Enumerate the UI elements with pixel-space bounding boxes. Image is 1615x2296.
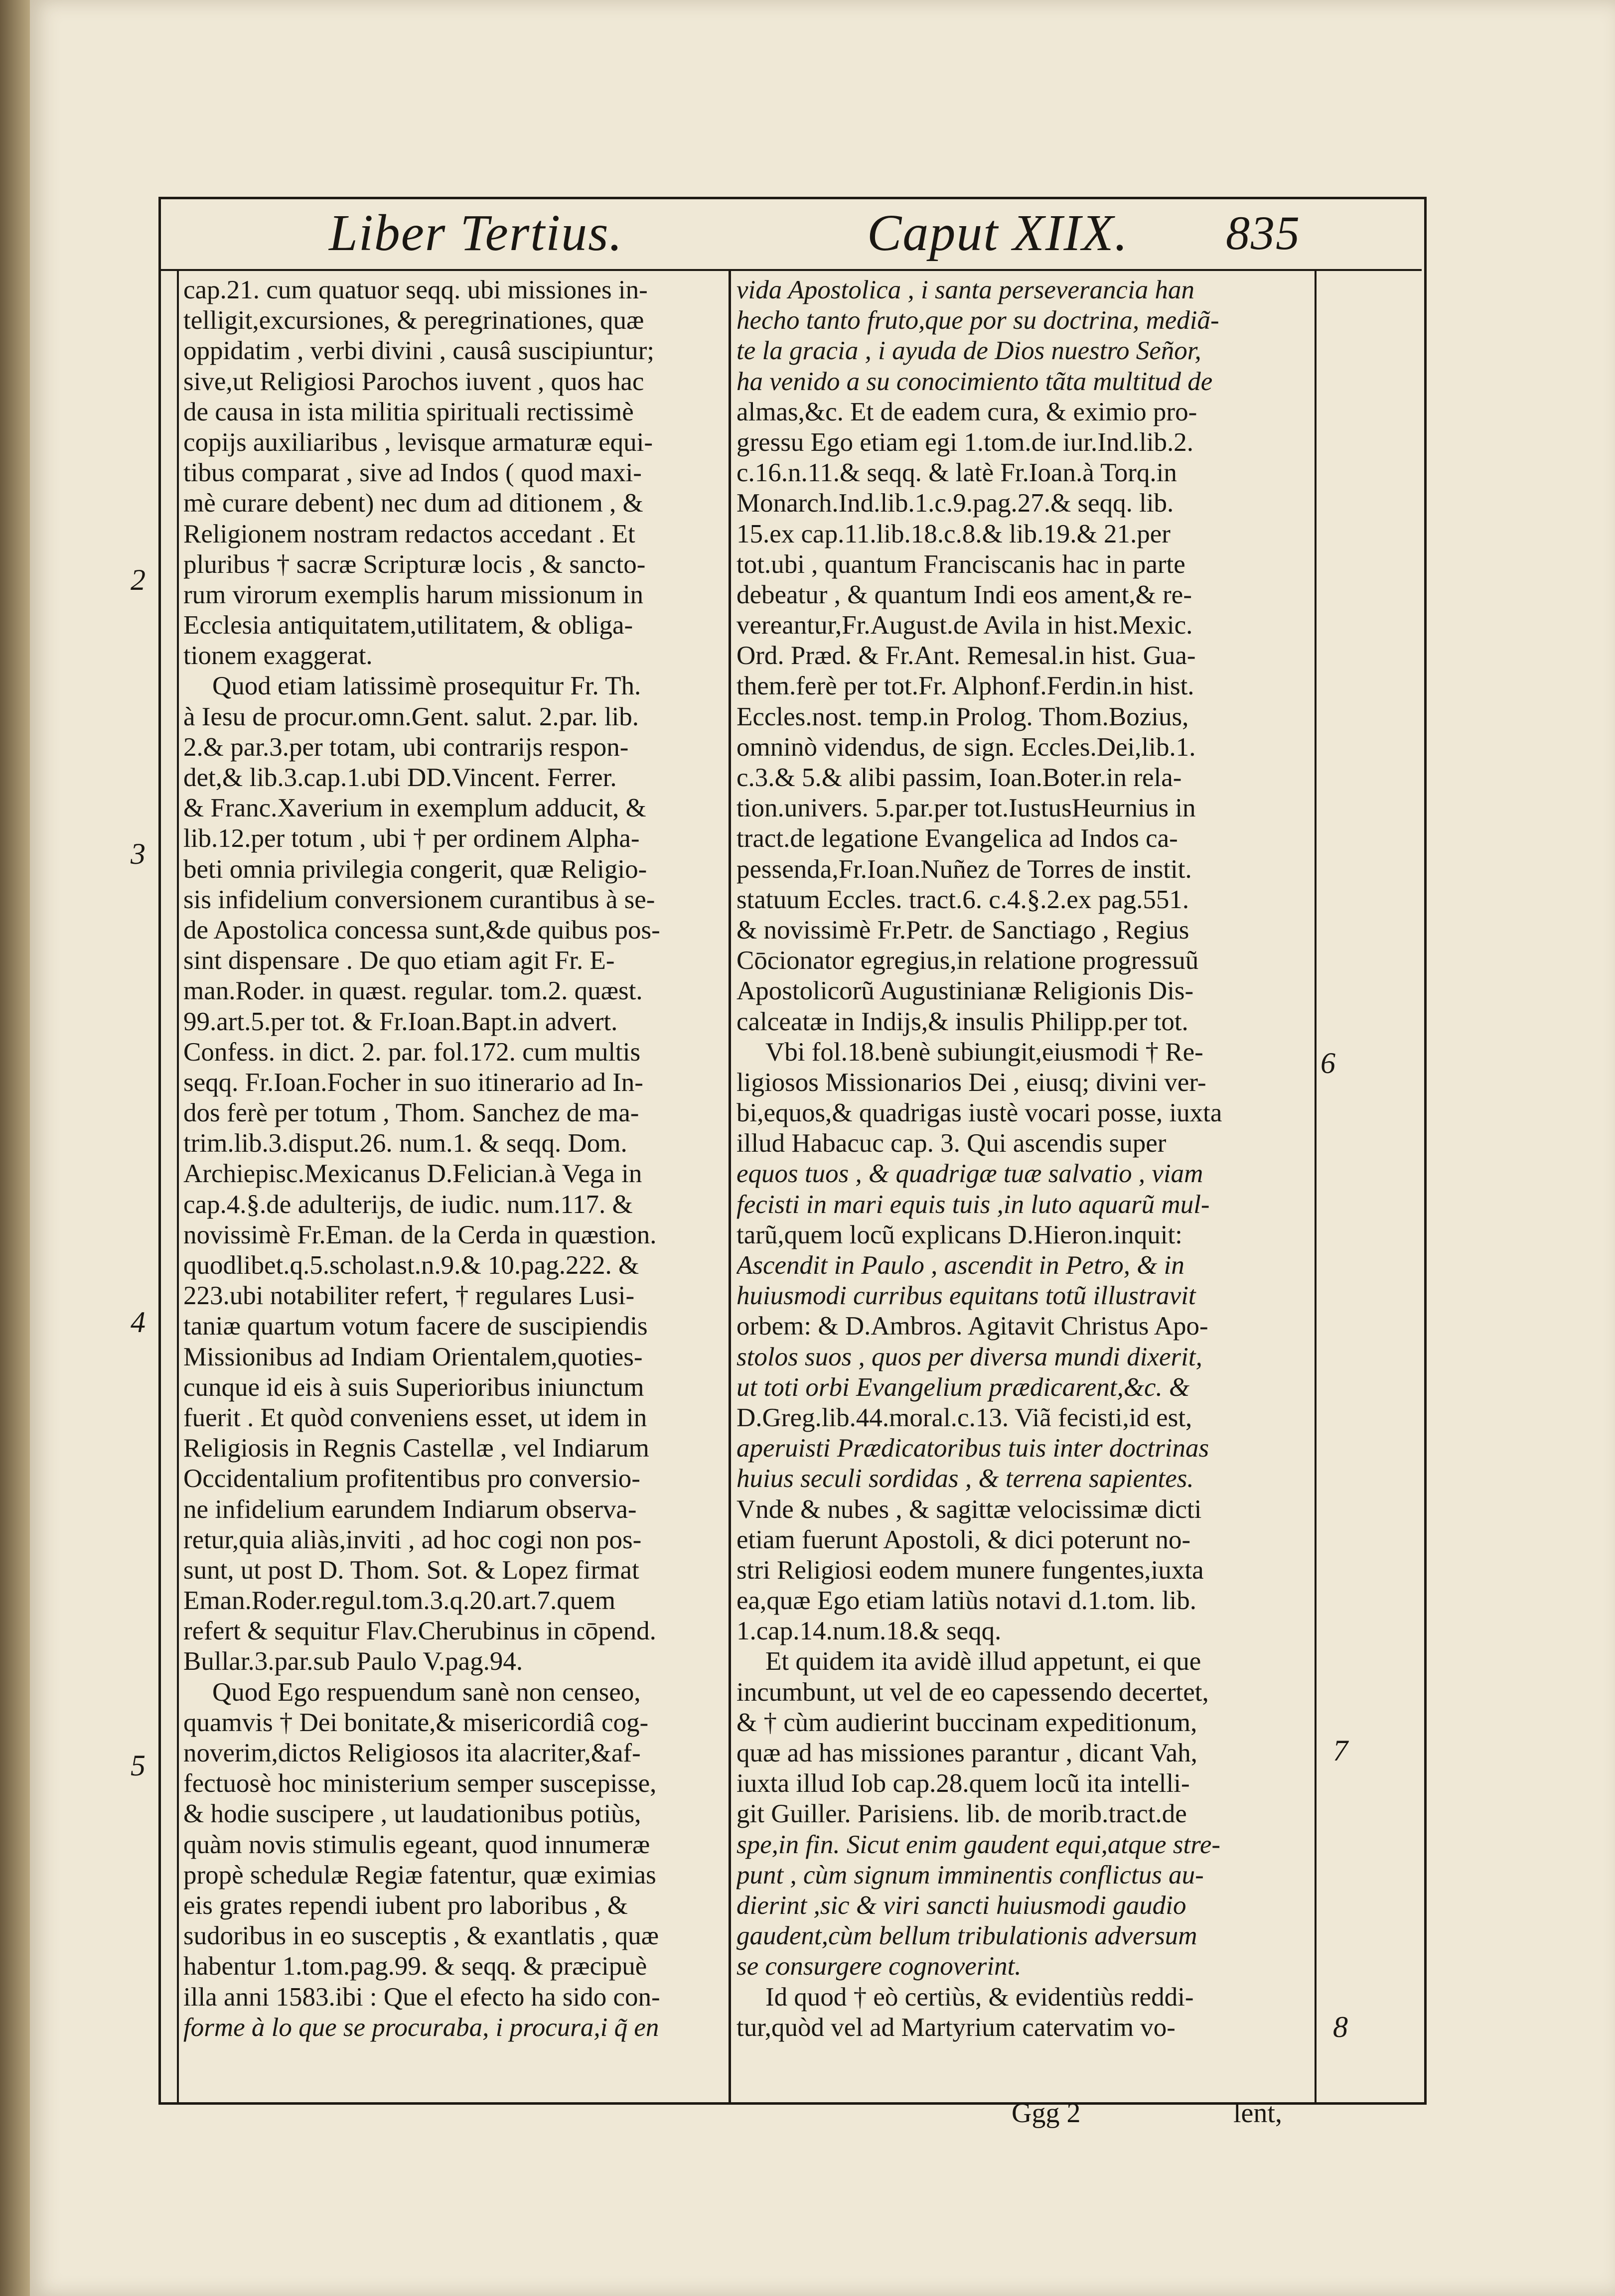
text-line: tionem exaggerat.: [183, 641, 373, 671]
text-line: de causa in ista militia spirituali rectissimè: [183, 397, 634, 426]
text-line: dierint ,sic & viri sancti huiusmodi gaudio: [736, 1891, 1186, 1920]
text-line: huius seculi sordidas , & terrena sapientes.: [736, 1464, 1194, 1493]
text-line: almas,&c. Et de eadem cura, & eximio pro-: [736, 397, 1197, 426]
text-line: Quod Ego respuendum sanè non censeo,: [212, 1677, 641, 1707]
text-line: de Apostolica concessa sunt,&de quibus pos-: [183, 915, 660, 945]
text-line: eis grates rependi iubent pro laboribus , &: [183, 1891, 628, 1920]
text-line: c.3.& 5.& alibi passim, Ioan.Boter.in rela-: [736, 763, 1182, 792]
margin-number: 2: [131, 563, 146, 596]
text-line: fuerit . Et quòd conveniens esset, ut idem in: [183, 1403, 647, 1432]
text-line: trim.lib.3.disput.26. num.1. & seqq. Dom.: [183, 1129, 627, 1158]
text-line: telligit,excursiones, & peregrinationes, quæ: [183, 306, 644, 335]
binding-gutter: [0, 0, 30, 2296]
text-line: taniæ quartum votum facere de suscipiendis: [183, 1312, 648, 1341]
text-line: git Guiller. Parisiens. lib. de morib.tract.de: [736, 1799, 1187, 1829]
column-divider: [729, 269, 731, 2102]
text-line: noverim,dictos Religiosos ita alacriter,&af-: [183, 1739, 641, 1767]
text-line: quamvis † Dei bonitate,& misericordiâ cog-: [183, 1708, 649, 1737]
text-line: spe,in fin. Sicut enim gaudent equi,atque stre-: [736, 1830, 1221, 1859]
text-line: illud Habacuc cap. 3. Qui ascendis super: [736, 1129, 1167, 1158]
text-line: them.ferè per tot.Fr. Alphonf.Ferdin.in hist.: [736, 672, 1194, 701]
running-head-book: Liber Tertius.: [329, 204, 623, 262]
text-line: iuxta illud Iob cap.28.quem locũ ita intelli-: [736, 1769, 1190, 1798]
text-line: quodlibet.q.5.scholast.n.9.& 10.pag.222. &: [183, 1251, 639, 1280]
text-line: Bullar.3.par.sub Paulo V.pag.94.: [183, 1647, 523, 1676]
text-line: & novissimè Fr.Petr. de Sanctiago , Regius: [736, 915, 1189, 945]
text-line: tur,quòd vel ad Martyrium catervatim vo-: [736, 2013, 1175, 2042]
text-line: 1.cap.14.num.18.& seqq.: [736, 1617, 1002, 1646]
page-number: 835: [1226, 206, 1301, 260]
text-line: debeatur , & quantum Indi eos ament,& re-: [736, 580, 1192, 609]
text-line: aperuisti Prædicatoribus tuis inter doctrinas: [736, 1434, 1209, 1463]
text-line: Missionibus ad Indiam Orientalem,quoties-: [183, 1342, 643, 1371]
text-line: D.Greg.lib.44.moral.c.13. Viã fecisti,id est,: [736, 1403, 1192, 1432]
text-line: man.Roder. in quæst. regular. tom.2. quæst.: [183, 976, 643, 1006]
text-line: retur,quia aliàs,inviti , ad hoc cogi non pos-: [183, 1525, 642, 1554]
text-line: fectuosè hoc ministerium semper suscepisse,: [183, 1769, 657, 1798]
text-line: calceatæ in Indijs,& insulis Philipp.per tot.: [736, 1007, 1188, 1036]
text-line: statuum Eccles. tract.6. c.4.§.2.ex pag.551.: [736, 885, 1189, 914]
text-line: 15.ex cap.11.lib.18.c.8.& lib.19.& 21.per: [736, 519, 1171, 548]
text-line: Ecclesia antiquitatem,utilitatem, & obliga-: [183, 611, 633, 640]
text-line: 99.art.5.per tot. & Fr.Ioan.Bapt.in advert.: [183, 1007, 618, 1036]
text-line: Religionem nostram redactos accedant . Et: [183, 519, 635, 548]
text-line: cunque id eis à suis Superioribus iniunctum: [183, 1372, 644, 1402]
text-line: equos tuos , & quadrigæ tuæ salvatio , viam: [736, 1159, 1203, 1189]
text-line: mè curare debent) nec dum ad ditionem , &: [183, 489, 643, 518]
text-line: stolos suos , quos per diversa mundi dixerit,: [736, 1342, 1202, 1371]
text-line: tion.univers. 5.par.per tot.IustusHeurnius in: [736, 794, 1196, 823]
catchword: lent,: [1233, 2098, 1282, 2129]
text-line: à Iesu de procur.omn.Gent. salut. 2.par. lib.: [183, 702, 639, 731]
text-line: Confess. in dict. 2. par. fol.172. cum multis: [183, 1037, 641, 1067]
text-line: Archiepisc.Mexicanus D.Felician.à Vega in: [183, 1159, 642, 1189]
text-line: cap.21. cum quatuor seqq. ubi missiones in-: [183, 275, 648, 304]
text-line: fecisti in mari equis tuis ,in luto aquarũ mul-: [736, 1190, 1210, 1219]
text-line: sive,ut Religiosi Parochos iuvent , quos hac: [183, 367, 644, 396]
margin-number: 3: [131, 837, 146, 870]
text-line: Religiosis in Regnis Castellæ , vel Indiarum: [183, 1434, 649, 1463]
text-line: quæ ad has missiones parantur , dicant Vah,: [736, 1739, 1197, 1767]
margin-number: 7: [1333, 1734, 1348, 1767]
text-line: tibus comparat , sive ad Indos ( quod maxi-: [183, 458, 642, 488]
text-line: pluribus † sacræ Scripturæ locis , & sancto-: [183, 549, 646, 579]
text-line: & † cùm audierint buccinam expeditionum,: [736, 1708, 1197, 1737]
text-line: sint dispensare . De quo etiam agit Fr. E-: [183, 946, 615, 975]
text-line: ut toti orbi Evangelium prædicarent,&c. &: [736, 1372, 1190, 1402]
text-line: habentur 1.tom.pag.99. & seqq. & præcipuè: [183, 1952, 647, 1981]
text-line: quàm novis stimulis egeant, quod innumeræ: [183, 1830, 650, 1859]
text-line: propè schedulæ Regiæ fatentur, quæ eximias: [183, 1860, 656, 1890]
text-line: Apostolicorũ Augustinianæ Religionis Dis-: [736, 976, 1194, 1006]
text-line: Et quidem ita avidè illud appetunt, ei que: [765, 1647, 1201, 1676]
text-line: gaudent,cùm bellum tribulationis adversum: [736, 1921, 1197, 1951]
text-line: vereantur,Fr.August.de Avila in hist.Mexic.: [736, 611, 1193, 640]
text-line: 223.ubi notabiliter refert, † regulares Lusi-: [183, 1281, 635, 1311]
text-line: copijs auxiliaribus , levisque armaturæ equi-: [183, 427, 653, 457]
text-line: bi,equos,& quadrigas iustè vocari posse, iuxta: [736, 1098, 1222, 1128]
text-line: Quod etiam latissimè prosequitur Fr. Th.: [212, 672, 641, 701]
text-line: seqq. Fr.Ioan.Focher in suo itinerario ad In-: [183, 1068, 643, 1097]
text-line: & hodie suscipere , ut laudationibus potiùs,: [183, 1799, 641, 1829]
text-line: ha venido a su conocimiento tãta multitud de: [736, 367, 1213, 396]
text-line: Eman.Roder.regul.tom.3.q.20.art.7.quem: [183, 1586, 615, 1616]
text-line: illa anni 1583.ibi : Que el efecto ha sido con-: [183, 1982, 660, 2012]
text-line: Vbi fol.18.benè subiungit,eiusmodi † Re-: [765, 1037, 1203, 1067]
text-line: orbem: & D.Ambros. Agitavit Christus Apo-: [736, 1312, 1208, 1341]
text-line: hecho tanto fruto,que por su doctrina, mediã-: [736, 306, 1219, 335]
text-line: ligiosos Missionarios Dei , eiusq; divini ver-: [736, 1068, 1206, 1097]
text-line: etiam fuerunt Apostoli, & dici poterunt no-: [736, 1525, 1191, 1554]
left-column-rule: [177, 269, 179, 2102]
text-line: c.16.n.11.& seqq. & latè Fr.Ioan.à Torq.in: [736, 458, 1177, 488]
right-text-column: [736, 275, 1311, 2043]
text-line: 2.& par.3.per totam, ubi contrarijs respon-: [183, 732, 629, 762]
running-head-chapter: Caput XIIX.: [867, 204, 1129, 262]
text-line: omninò videndus, de sign. Eccles.Dei,lib.1.: [736, 732, 1196, 762]
text-line: rum virorum exemplis harum missionum in: [183, 580, 643, 609]
text-line: Monarch.Ind.lib.1.c.9.pag.27.& seqq. lib.: [736, 489, 1174, 518]
text-line: se consurgere cognoverint.: [736, 1952, 1022, 1981]
text-line: Vnde & nubes , & sagittæ velocissimæ dicti: [736, 1494, 1202, 1524]
text-line: stri Religiosi eodem munere fungentes,iuxta: [736, 1555, 1204, 1585]
text-line: & Franc.Xaverium in exemplum adducit, &: [183, 794, 646, 823]
text-line: forme à lo que se procuraba, i procura,i q̃ en: [183, 2013, 659, 2042]
text-line: vida Apostolica , i santa perseverancia han: [736, 275, 1195, 304]
text-line: incumbunt, ut vel de eo capessendo decertet,: [736, 1677, 1209, 1707]
text-line: novissimè Fr.Eman. de la Cerda in quæstion.: [183, 1220, 657, 1249]
text-line: Occidentalium profitentibus pro conversio-: [183, 1464, 640, 1493]
text-line: Id quod † eò certiùs, & evidentiùs reddi-: [765, 1982, 1194, 2012]
margin-number: 8: [1333, 2011, 1348, 2043]
text-line: det,& lib.3.cap.1.ubi DD.Vincent. Ferrer.: [183, 763, 617, 792]
text-line: sis infidelium conversionem curantibus à se-: [183, 885, 655, 914]
text-line: refert & sequitur Flav.Cherubinus in cōpend.: [183, 1617, 656, 1646]
text-line: tract.de legatione Evangelica ad Indos ca-: [736, 824, 1178, 853]
text-line: punt , cùm signum imminentis conflictus au-: [736, 1860, 1204, 1890]
text-line: sunt, ut post D. Thom. Sot. & Lopez firmat: [183, 1555, 639, 1585]
margin-number: 5: [131, 1749, 146, 1782]
text-line: beti omnia privilegia congerit, quæ Religio-: [183, 854, 647, 884]
text-line: Eccles.nost. temp.in Prolog. Thom.Bozius,: [736, 702, 1189, 731]
text-line: huiusmodi curribus equitans totũ illustravit: [736, 1281, 1196, 1311]
margin-number: 4: [131, 1306, 146, 1339]
text-line: ne infidelium earundem Indiarum observa-: [183, 1494, 637, 1524]
right-column-rule: [1315, 269, 1317, 2102]
text-line: sudoribus in eo susceptis , & exantlatis , quæ: [183, 1921, 659, 1951]
text-line: pessenda,Fr.Ioan.Nuñez de Torres de instit.: [736, 854, 1192, 884]
text-line: oppidatim , verbi divini , causâ suscipiuntur;: [183, 336, 655, 366]
text-line: Ord. Præd. & Fr.Ant. Remesal.in hist. Gua-: [736, 641, 1196, 671]
text-line: Cōcionator egregius,in relatione progressuũ: [736, 946, 1199, 975]
text-line: tarũ,quem locũ explicans D.Hieron.inquit:: [736, 1220, 1182, 1249]
margin-number: 6: [1321, 1047, 1335, 1080]
text-line: lib.12.per totum , ubi † per ordinem Alpha-: [183, 824, 640, 853]
left-text-column: [183, 275, 726, 2043]
text-line: te la gracia , i ayuda de Dios nuestro Señor,: [736, 336, 1201, 366]
signature-mark: Ggg 2: [1012, 2098, 1081, 2129]
text-line: dos ferè per totum , Thom. Sanchez de ma-: [183, 1098, 639, 1128]
text-line: tot.ubi , quantum Franciscanis hac in parte: [736, 549, 1185, 579]
text-line: ea,quæ Ego etiam latiùs notavi d.1.tom. lib.: [736, 1586, 1196, 1616]
text-line: Ascendit in Paulo , ascendit in Petro, & in: [736, 1251, 1184, 1280]
text-line: gressu Ego etiam egi 1.tom.de iur.Ind.lib.2.: [736, 427, 1194, 457]
text-line: cap.4.§.de adulterijs, de iudic. num.117. &: [183, 1190, 633, 1219]
